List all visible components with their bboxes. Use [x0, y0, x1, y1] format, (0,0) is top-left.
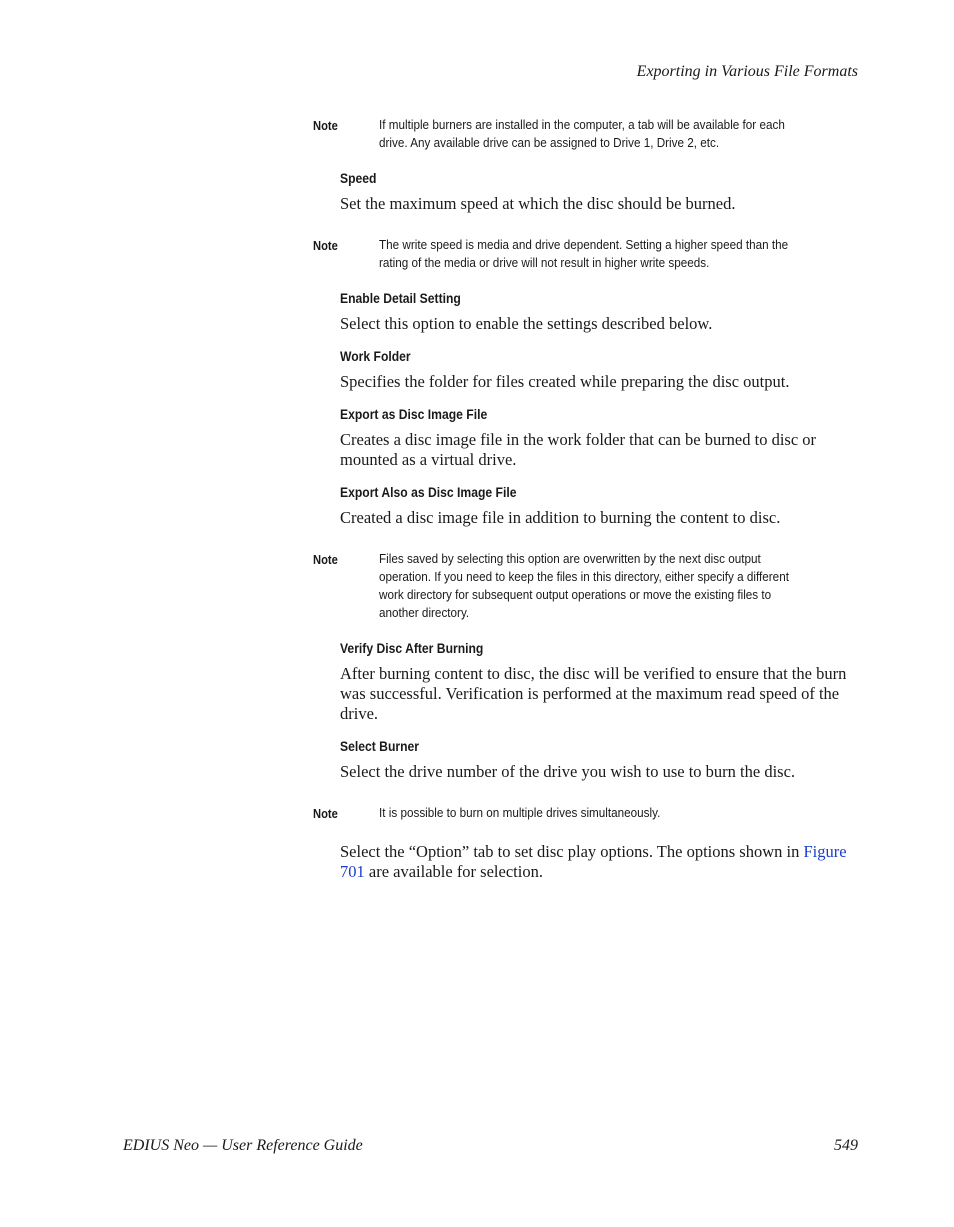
section-body: After burning content to disc, the disc will be verified to ensure that the burn was successful. Verification is performed at the maximum read speed of the drive.: [340, 664, 847, 723]
section-body: Creates a disc image file in the work folder that can be burned to disc or mounted as a virtual drive.: [340, 430, 817, 469]
section-closing: [313, 842, 858, 882]
section-speed: [313, 170, 858, 214]
section-heading: Select Burner: [340, 739, 420, 754]
note-multiple-drives: [313, 804, 858, 824]
note-text: The write speed is media and drive dependent. Setting a higher speed than the rating of the media or drive will not result in higher write speeds.: [379, 237, 789, 270]
note-label: Note: [313, 806, 338, 821]
section-select-burner: [313, 738, 858, 782]
page-number: 549: [834, 1137, 858, 1154]
note-label: Note: [313, 552, 338, 567]
section-heading: Export Also as Disc Image File: [340, 485, 517, 500]
section-body: Select the drive number of the drive you wish to use to burn the disc.: [340, 762, 796, 781]
closing-text-after: are available for selection.: [364, 862, 543, 881]
note-overwrite: [313, 550, 858, 622]
section-verify: [313, 640, 858, 724]
note-text: It is possible to burn on multiple drives simultaneously.: [379, 805, 661, 820]
note-burners: [313, 116, 858, 152]
running-header: Exporting in Various File Formats: [636, 63, 858, 80]
section-enable-detail: [313, 290, 858, 334]
page-content: [313, 116, 858, 896]
section-heading: Enable Detail Setting: [340, 291, 461, 306]
note-text: Files saved by selecting this option are overwritten by the next disc output operation. If you need to keep the files in this directory, either specify a different work directory for subsequent output operations or move the existing files to another directory.: [379, 551, 789, 620]
figure-link[interactable]: Figure 701: [340, 842, 847, 881]
section-export-image: [313, 406, 858, 470]
section-body: Specifies the folder for files created while preparing the disc output.: [340, 372, 790, 391]
section-heading: Export as Disc Image File: [340, 407, 488, 422]
section-body: Select this option to enable the settings described below.: [340, 314, 713, 333]
section-body: Set the maximum speed at which the disc should be burned.: [340, 194, 736, 213]
note-text: If multiple burners are installed in the computer, a tab will be available for each drive. Any available drive can be assigned to Drive 1, Drive 2, etc.: [379, 117, 785, 150]
closing-text-before: Select the “Option” tab to set disc play options. The options shown in: [340, 842, 804, 861]
section-body: Created a disc image file in addition to burning the content to disc.: [340, 508, 781, 527]
note-write-speed: [313, 236, 858, 272]
section-work-folder: [313, 348, 858, 392]
section-export-also-image: [313, 484, 858, 528]
footer-guide-title: EDIUS Neo — User Reference Guide: [123, 1137, 363, 1154]
note-label: Note: [313, 118, 338, 133]
note-label: Note: [313, 238, 338, 253]
section-heading: Speed: [340, 171, 377, 186]
section-heading: Work Folder: [340, 349, 411, 364]
section-heading: Verify Disc After Burning: [340, 641, 484, 656]
closing-paragraph: [340, 842, 858, 882]
